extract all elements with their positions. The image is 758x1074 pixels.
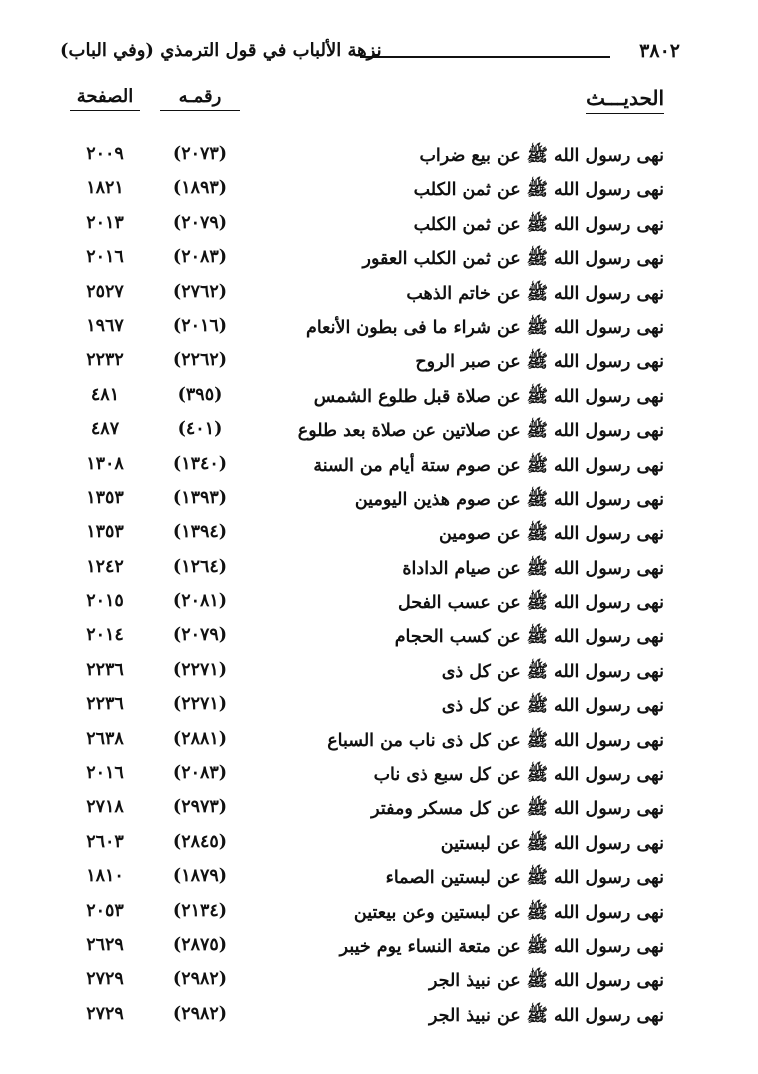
page-reference: ٢٠٥٣ <box>86 900 124 921</box>
page-reference: ١٣٥٣ <box>86 522 124 543</box>
table-row <box>60 518 682 552</box>
hadith-number: (٢٠٧٩) <box>172 625 228 646</box>
hadith-number: (٢٢٧١) <box>172 659 228 680</box>
table-row <box>60 1000 682 1034</box>
page-reference: ٢٠١٦ <box>86 763 124 784</box>
hadith-text: نهى رسول الله ﷺ عن صوم ستة أيام من السنة <box>313 455 664 476</box>
hadith-text: نهى رسول الله ﷺ عن صيام الداداة <box>402 558 664 579</box>
hadith-text: نهى رسول الله ﷺ عن عسب الفحل <box>397 593 664 614</box>
hadith-text: نهى رسول الله ﷺ عن بيع ضراب <box>419 146 664 166</box>
index-table <box>60 140 682 1034</box>
column-headers <box>60 86 682 120</box>
hadith-number: (٢٠٨٣) <box>172 247 228 268</box>
table-row <box>60 278 682 312</box>
page-reference: ١٢٤٢ <box>86 556 124 577</box>
hadith-number: (٢٨٤٥) <box>172 831 228 852</box>
table-row <box>60 312 682 346</box>
hadith-number: (٢٠٧٣) <box>172 144 228 164</box>
page-reference: ٤٨٧ <box>90 419 120 440</box>
page-reference: ١٨٢١ <box>86 178 124 199</box>
hadith-number: (٤٠١) <box>177 419 223 440</box>
hadith-text: نهى رسول الله ﷺ عن شراء ما فى بطون الأنعام <box>305 317 664 338</box>
table-row <box>60 793 682 827</box>
hadith-text: نهى رسول الله ﷺ عن كسب الحجام <box>394 627 664 648</box>
hadith-number: (٢٢٧١) <box>172 694 228 715</box>
hadith-number: (٢٠١٦) <box>172 315 228 336</box>
hadith-text: نهى رسول الله ﷺ عن صلاة قبل طلوع الشمس <box>313 386 664 407</box>
hadith-number: (٢٨٨١) <box>172 728 228 749</box>
hadith-text: نهى رسول الله ﷺ عن صومين <box>438 524 664 545</box>
hadith-number: (١٨٧٩) <box>172 866 228 887</box>
table-row <box>60 965 682 999</box>
hadith-number: (٢٩٨٢) <box>172 1003 228 1024</box>
hadith-number: (٢٠٨٣) <box>172 763 228 784</box>
page-reference: ٢٧٢٩ <box>86 969 124 990</box>
table-row <box>60 140 682 174</box>
page-reference: ٢٠٠٩ <box>86 144 124 164</box>
page-reference: ٤٨١ <box>90 384 120 405</box>
hadith-text: نهى رسول الله ﷺ عن صلاتين عن صلاة بعد طلوع <box>297 421 664 442</box>
page-reference: ٢٦٠٣ <box>86 831 124 852</box>
book-title: نزهة الألباب في قول الترمذي (وفي الباب) <box>60 40 382 61</box>
table-row <box>60 553 682 587</box>
hadith-text: نهى رسول الله ﷺ عن كل مسكر ومفتر <box>371 799 664 820</box>
column-header-page: الصفحة <box>70 86 140 111</box>
page-reference: ٢٠١٤ <box>86 625 124 646</box>
hadith-text: نهى رسول الله ﷺ عن كل ذى ناب من السباع <box>327 730 664 751</box>
hadith-number: (١٣٩٤) <box>172 522 228 543</box>
hadith-text: نهى رسول الله ﷺ عن كل سبع ذى ناب <box>373 765 664 786</box>
table-row <box>60 415 682 449</box>
hadith-text: نهى رسول الله ﷺ عن خاتم الذهب <box>406 283 664 304</box>
hadith-number: (٣٩٥) <box>177 384 223 405</box>
page-reference: ٢٧٢٩ <box>86 1003 124 1024</box>
table-row <box>60 621 682 655</box>
hadith-number: (٢٠٨١) <box>172 591 228 612</box>
page-reference: ١٣٠٨ <box>86 453 124 474</box>
page-reference: ٢٠١٥ <box>86 591 124 612</box>
hadith-text: نهى رسول الله ﷺ عن متعة النساء يوم خيبر <box>339 936 664 957</box>
hadith-text: نهى رسول الله ﷺ عن نبيذ الجر <box>429 1005 664 1026</box>
table-row <box>60 931 682 965</box>
hadith-text: نهى رسول الله ﷺ عن صوم هذين اليومين <box>354 489 664 510</box>
hadith-text: نهى رسول الله ﷺ عن لبستين <box>440 833 664 854</box>
table-row <box>60 862 682 896</box>
hadith-number: (٢٩٧٣) <box>172 797 228 818</box>
hadith-text: نهى رسول الله ﷺ عن لبستين وعن بيعتين <box>353 902 664 923</box>
hadith-number: (١٢٦٤) <box>172 556 228 577</box>
hadith-number: (٢٢٦٢) <box>172 350 228 371</box>
page-reference: ٢٢٣٢ <box>86 350 124 371</box>
hadith-text: نهى رسول الله ﷺ عن لبستين الصماء <box>385 868 664 889</box>
page-reference: ٢٦٢٩ <box>86 934 124 955</box>
hadith-number: (١٣٩٣) <box>172 487 228 508</box>
page-reference: ٢٠١٣ <box>86 212 124 233</box>
table-row <box>60 450 682 484</box>
table-row <box>60 174 682 208</box>
running-header <box>60 38 680 68</box>
page-reference: ١٨١٠ <box>86 866 124 887</box>
hadith-text: نهى رسول الله ﷺ عن ثمن الكلب <box>413 180 664 201</box>
page-reference: ٢٠١٦ <box>86 247 124 268</box>
page-reference: ٢٦٣٨ <box>86 728 124 749</box>
table-row <box>60 759 682 793</box>
hadith-text: نهى رسول الله ﷺ عن كل ذى <box>441 696 664 717</box>
table-row <box>60 209 682 243</box>
table-row <box>60 725 682 759</box>
hadith-number: (١٨٩٣) <box>172 178 228 199</box>
hadith-number: (٢٩٨٢) <box>172 969 228 990</box>
page-reference: ٢٧١٨ <box>86 797 124 818</box>
table-row <box>60 381 682 415</box>
hadith-number: (٢٨٧٥) <box>172 934 228 955</box>
page-reference: ١٩٦٧ <box>86 315 124 336</box>
page-reference: ٢٢٣٦ <box>86 694 124 715</box>
table-row <box>60 243 682 277</box>
table-row <box>60 587 682 621</box>
hadith-text: نهى رسول الله ﷺ عن صبر الروح <box>415 352 664 373</box>
hadith-text: نهى رسول الله ﷺ عن كل ذى <box>441 661 664 682</box>
hadith-number: (٢٧٦٢) <box>172 281 228 302</box>
hadith-number: (٢٠٧٩) <box>172 212 228 233</box>
table-row <box>60 346 682 380</box>
page-number: ٣٨٠٢ <box>639 40 680 62</box>
hadith-number: (١٣٤٠) <box>172 453 228 474</box>
hadith-text: نهى رسول الله ﷺ عن ثمن الكلب <box>413 214 664 235</box>
hadith-number: (٢١٣٤) <box>172 900 228 921</box>
page-reference: ١٣٥٣ <box>86 487 124 508</box>
table-row <box>60 656 682 690</box>
table-row <box>60 897 682 931</box>
hadith-text: نهى رسول الله ﷺ عن نبيذ الجر <box>429 971 664 992</box>
table-row <box>60 484 682 518</box>
table-row <box>60 828 682 862</box>
column-header-hadith: الحديـــث <box>586 86 664 114</box>
page-reference: ٢٥٢٧ <box>86 281 124 302</box>
hadith-text: نهى رسول الله ﷺ عن ثمن الكلب العقور <box>362 249 664 270</box>
header-rule <box>360 56 610 58</box>
table-row <box>60 690 682 724</box>
page-reference: ٢٢٣٦ <box>86 659 124 680</box>
column-header-number: رقمـه <box>160 86 240 111</box>
